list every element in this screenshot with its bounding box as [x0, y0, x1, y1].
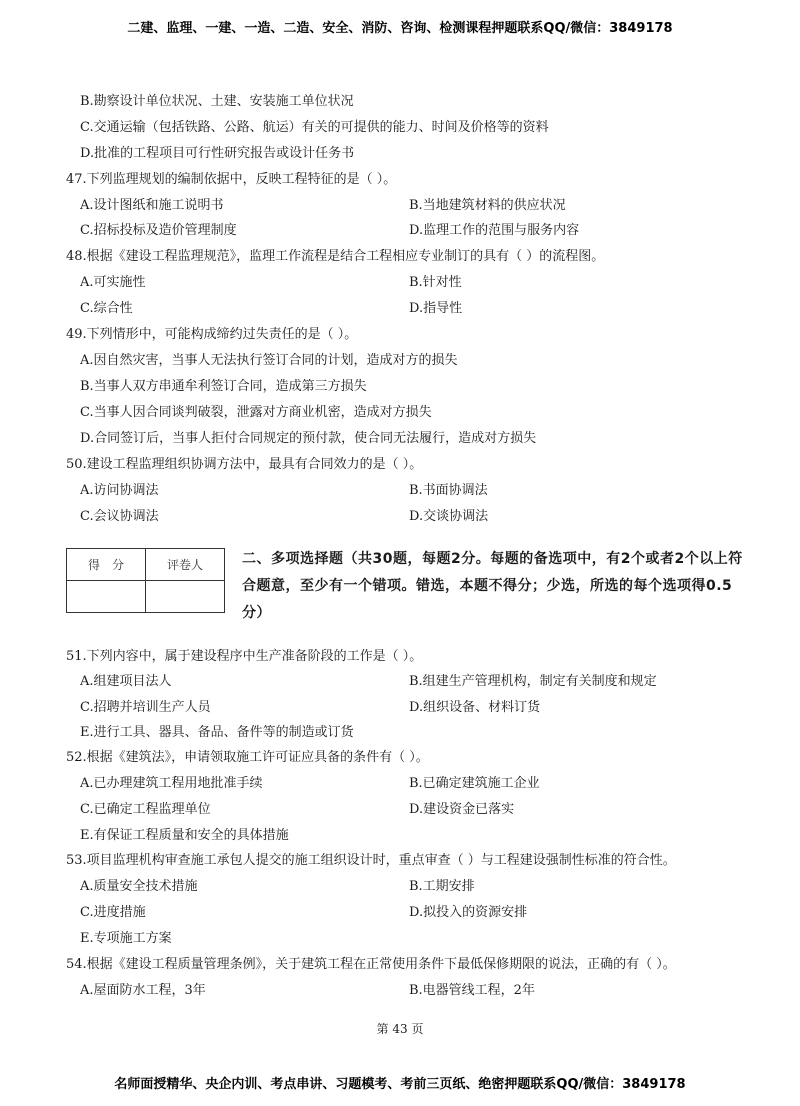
question-53-stem: 53.项目监理机构审查施工承包人提交的施工组织设计时，重点审查（ ）与工程建设强制性标准的符合性。 [66, 853, 676, 868]
carryover-option-b: B.勘察设计单位状况、土建、安装施工单位状况 [80, 94, 354, 109]
question-54-option-b: B.电器管线工程，2年 [409, 983, 535, 998]
question-54-stem: 54.根据《建设工程质量管理条例》，关于建筑工程在正常使用条件下最低保修期限的说法，正确的有（ ）。 [66, 957, 676, 972]
question-51-option-d: D.组织设备、材料订货 [409, 700, 541, 715]
question-50-option-c: C.会议协调法 [80, 509, 159, 524]
question-50-option-b: B.书面协调法 [409, 483, 488, 498]
question-52-option-b: B.已确定建筑施工企业 [409, 776, 540, 791]
grader-header: 评卷人 [146, 549, 225, 581]
question-52-option-a: A.已办理建筑工程用地批准手续 [80, 776, 263, 791]
question-51-stem: 51.下列内容中，属于建设程序中生产准备阶段的工作是（ ）。 [66, 649, 423, 664]
question-48-option-b: B.针对性 [409, 275, 462, 290]
question-48-option-a: A.可实施性 [80, 275, 146, 290]
carryover-option-c: C.交通运输（包括铁路、公路、航运）有关的可提供的能力、时间及价格等的资料 [80, 120, 549, 135]
carryover-option-d: D.批准的工程项目可行性研究报告或设计任务书 [80, 146, 355, 161]
question-50-stem: 50.建设工程监理组织协调方法中，最具有合同效力的是（ ）。 [66, 457, 423, 472]
question-50-option-a: A.访问协调法 [80, 483, 159, 498]
question-48-option-c: C.综合性 [80, 301, 133, 316]
question-48-stem: 48.根据《建设工程监理规范》，监理工作流程是结合工程相应专业制订的具有（ ）的流程图。 [66, 249, 605, 264]
question-50-option-d: D.交谈协调法 [409, 509, 489, 524]
question-49-option-d: D.合同签订后，当事人拒付合同规定的预付款，使合同无法履行，造成对方损失 [80, 431, 537, 446]
question-49-option-c: C.当事人因合同谈判破裂，泄露对方商业机密，造成对方损失 [80, 405, 432, 420]
score-header: 得 分 [67, 549, 146, 581]
page-number: 第 43 页 [376, 1022, 424, 1036]
footer-banner: 名师面授精华、央企内训、考点串讲、习题模考、考前三页纸、绝密押题联系QQ/微信：3849178 [114, 1077, 686, 1092]
question-51-option-b: B.组建生产管理机构，制定有关制度和规定 [409, 674, 657, 689]
question-51-option-a: A.组建项目法人 [80, 674, 172, 689]
question-47-option-d: D.监理工作的范围与服务内容 [409, 223, 580, 238]
question-53-option-e: E.专项施工方案 [80, 931, 172, 946]
question-54-option-a: A.屋面防水工程，3年 [80, 983, 206, 998]
question-49-option-a: A.因自然灾害，当事人无法执行签订合同的计划，造成对方的损失 [80, 353, 458, 368]
question-52-option-d: D.建设资金已落实 [409, 802, 515, 817]
question-53-option-a: A.质量安全技术措施 [80, 879, 198, 894]
question-53-option-d: D.拟投入的资源安排 [409, 905, 528, 920]
question-52-option-c: C.已确定工程监理单位 [80, 802, 211, 817]
question-53-option-c: C.进度措施 [80, 905, 146, 920]
section-title: 二、多项选择题（共30题，每题2分。每题的备选项中，有2个或者2个以上符合题意，至少有一个错项。错选，本题不得分；少选，所选的每个选项得0.5分） [242, 551, 743, 621]
question-48-option-d: D.指导性 [409, 301, 463, 316]
question-47-option-b: B.当地建筑材料的供应状况 [409, 198, 566, 213]
question-47-option-c: C.招标投标及造价管理制度 [80, 223, 237, 238]
question-47-stem: 47.下列监理规划的编制依据中，反映工程特征的是（ ）。 [66, 172, 397, 187]
question-49-stem: 49.下列情形中，可能构成缔约过失责任的是（ ）。 [66, 327, 358, 342]
question-52-option-e: E.有保证工程质量和安全的具体措施 [80, 828, 289, 843]
question-49-option-b: B.当事人双方串通牟利签订合同，造成第三方损失 [80, 379, 367, 394]
question-47-option-a: A.设计图纸和施工说明书 [80, 198, 224, 213]
question-51-option-e: E.进行工具、器具、备品、备件等的制造或订货 [80, 725, 354, 740]
score-cell[interactable] [67, 581, 146, 613]
question-53-option-b: B.工期安排 [409, 879, 475, 894]
grader-cell[interactable] [146, 581, 225, 613]
question-52-stem: 52.根据《建筑法》，申请领取施工许可证应具备的条件有（ ）。 [66, 750, 429, 765]
score-table [66, 548, 225, 613]
header-banner: 二建、监理、一建、一造、二造、安全、消防、咨询、检测课程押题联系QQ/微信：3849178 [127, 21, 673, 36]
question-51-option-c: C.招聘并培训生产人员 [80, 700, 211, 715]
